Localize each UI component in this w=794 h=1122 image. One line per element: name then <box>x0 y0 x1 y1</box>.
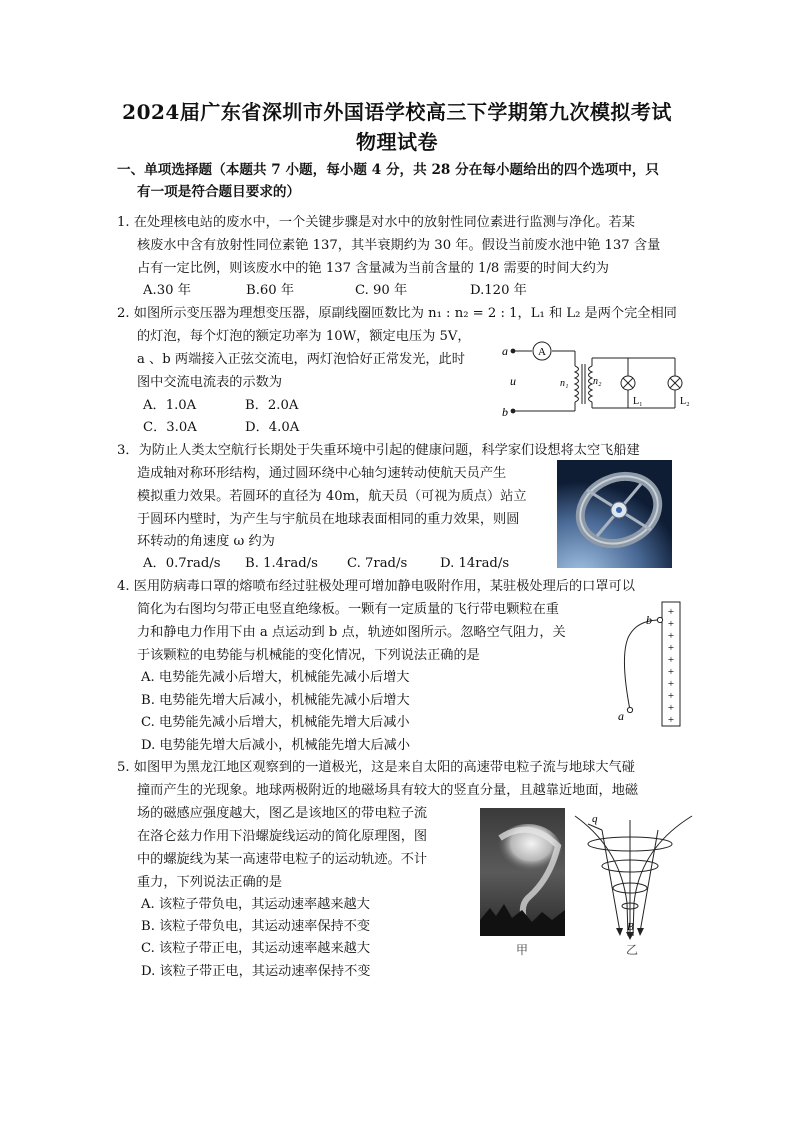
q5-option-c: C. 该粒子带正电，其运动速率越来越大 <box>141 941 371 956</box>
fig-label: a <box>502 344 508 358</box>
charged-plate-figure <box>612 598 692 730</box>
q5-option-b: B. 该粒子带负电，其运动速率保持不变 <box>141 919 371 934</box>
plus-charge-mark: + <box>667 606 675 618</box>
q3-option-c: C. 7rad/s <box>347 556 408 571</box>
fig-label: q <box>592 813 598 825</box>
plus-charge-mark: + <box>667 678 675 690</box>
plus-charge-mark: + <box>667 714 675 726</box>
spiral-diagram <box>575 816 692 936</box>
q4-line: 4. 医用防病毒口罩的熔喷布经过驻极处理可增加静电吸附作用，某驻极处理后的口罩可以 <box>117 579 635 594</box>
fig-label: B <box>627 921 634 933</box>
q4-line: 力和静电力作用下由 a 点运动到 b 点，轨迹如图所示。忽略空气阻力，关 <box>137 625 566 640</box>
q5-option-d: D. 该粒子带正电，其运动速率保持不变 <box>141 964 371 979</box>
q5-option-a: A. 该粒子带负电，其运动速率越来越大 <box>141 897 370 912</box>
q1-line: 占有一定比例，则该废水中的铯 137 含量减为当前含量的 1/8 需要的时间大约为 <box>137 261 609 276</box>
q2-option-d: D．4.0A <box>245 420 300 435</box>
fig-label: a <box>618 709 624 723</box>
q4-option-c: C. 电势能先减小后增大，机械能先增大后减小 <box>141 715 410 730</box>
q1-line: 核废水中含有放射性同位素铯 137，其半衰期约为 30 年。假设当前废水池中铯 137 含量 <box>137 238 661 253</box>
q3-line: 于圆环内壁时，为产生与宇航员在地球表面相同的重力效果，则圆 <box>137 512 520 527</box>
q3-line: 环转动的角速度 ω 约为 <box>137 534 275 549</box>
q3-option-b: B. 1.4rad/s <box>245 556 318 571</box>
plus-charge-mark: + <box>667 618 675 630</box>
q4-line: 简化为右图均匀带正电竖直绝缘板。一颗有一定质量的飞行带电颗粒在重 <box>137 602 559 617</box>
fig-label: u <box>510 374 516 388</box>
q1-option-a: A.30 年 <box>143 283 191 298</box>
plus-charge-mark: + <box>667 630 675 642</box>
aurora-figures <box>480 808 694 960</box>
q2-line: 2. 如图所示变压器为理想变压器，原副线圈匝数比为 n₁ : n₂ = 2 : 1，L₁ 和 L₂ 是两个完全相同 <box>117 306 677 321</box>
fig-label: L₂ <box>680 396 690 407</box>
exam-subtitle: 物理试卷 <box>356 130 438 154</box>
q3-option-d: D. 14rad/s <box>440 556 510 571</box>
q1-option-c: C. 90 年 <box>355 283 408 298</box>
particle-trajectory <box>624 620 660 710</box>
exam-title: 2024届广东省深圳市外国语学校高三下学期第九次模拟考试 <box>122 100 672 124</box>
q2-option-c: C．3.0A <box>143 420 197 435</box>
q3-line: 造成轴对称环形结构，通过圆环绕中心轴匀速转动使航天员产生 <box>137 466 507 481</box>
q5-line: 在洛仑兹力作用下沿螺旋线运动的简化原理图，图 <box>137 829 428 844</box>
q4-option-a: A. 电势能先减小后增大，机械能先减小后增大 <box>141 670 410 685</box>
q5-line: 5. 如图甲为黑龙江地区观察到的一道极光，这是来自太阳的高速带电粒子流与地球大气碰 <box>117 760 635 775</box>
q2-line: a 、b 两端接入正弦交流电，两灯泡恰好正常发光，此时 <box>137 352 465 367</box>
fig-label: n₂ <box>593 376 602 387</box>
q3-line: 模拟重力效果。若圆环的直径为 40m，航天员（可视为质点）站立 <box>137 489 527 504</box>
plus-charge-mark: + <box>667 690 675 702</box>
q4-option-d: D. 电势能先增大后减小，机械能先增大后减小 <box>141 738 411 753</box>
plus-charge-mark: + <box>667 702 675 714</box>
q3-option-a: A．0.7rad/s <box>143 556 221 571</box>
q2-option-b: B．2.0A <box>245 398 299 413</box>
q5-line: 撞而产生的光现象。地球两极附近的地磁场具有较大的竖直分量，且越靠近地面，地磁 <box>137 783 639 798</box>
q1-option-b: B.60 年 <box>246 283 295 298</box>
section-header-line2: 有一项是符合题目要求的） <box>137 184 301 200</box>
q4-option-b: B. 电势能先增大后减小，机械能先减小后增大 <box>141 693 410 708</box>
fig-label: n₁ <box>560 378 569 389</box>
q2-line: 的灯泡，每个灯泡的额定功率为 10W，额定电压为 5V， <box>137 329 471 344</box>
q5-line: 中的螺旋线为某一高速带电粒子的运动轨迹。不计 <box>137 852 428 867</box>
q4-line: 于该颗粒的电势能与机械能的变化情况，下列说法正确的是 <box>137 648 480 663</box>
fig-label: 乙 <box>625 943 639 957</box>
plus-charge-mark: + <box>667 666 675 678</box>
fig-label: 甲 <box>515 943 529 957</box>
plus-charge-mark: + <box>667 642 675 654</box>
q5-line: 场的磁感应强度越大，图乙是该地区的带电粒子流 <box>137 806 428 821</box>
transformer-circuit-figure <box>500 336 690 418</box>
fig-label: A <box>538 346 546 358</box>
q3-line: 3．为防止人类太空航行长期处于失重环境中引起的健康问题，科学家们设想将太空飞船建 <box>117 443 640 458</box>
fig-label: b <box>502 405 508 418</box>
section-header-line1: 一、单项选择题（本题共 7 小题，每小题 4 分，共 28 分在每小题给出的四个选项中，只 <box>117 162 660 178</box>
fig-label: L₁ <box>633 396 643 407</box>
q1-option-d: D.120 年 <box>470 283 527 298</box>
q2-option-a: A．1.0A <box>143 398 197 413</box>
space-station-photo <box>557 460 672 568</box>
fig-label: b <box>646 613 652 627</box>
q5-line: 重力，下列说法正确的是 <box>137 875 283 890</box>
plus-charge-mark: + <box>667 654 675 666</box>
q1-line: 1. 在处理核电站的废水中，一个关键步骤是对水中的放射性同位素进行监测与净化。若某 <box>117 215 635 230</box>
q2-line: 图中交流电流表的示数为 <box>137 375 283 390</box>
